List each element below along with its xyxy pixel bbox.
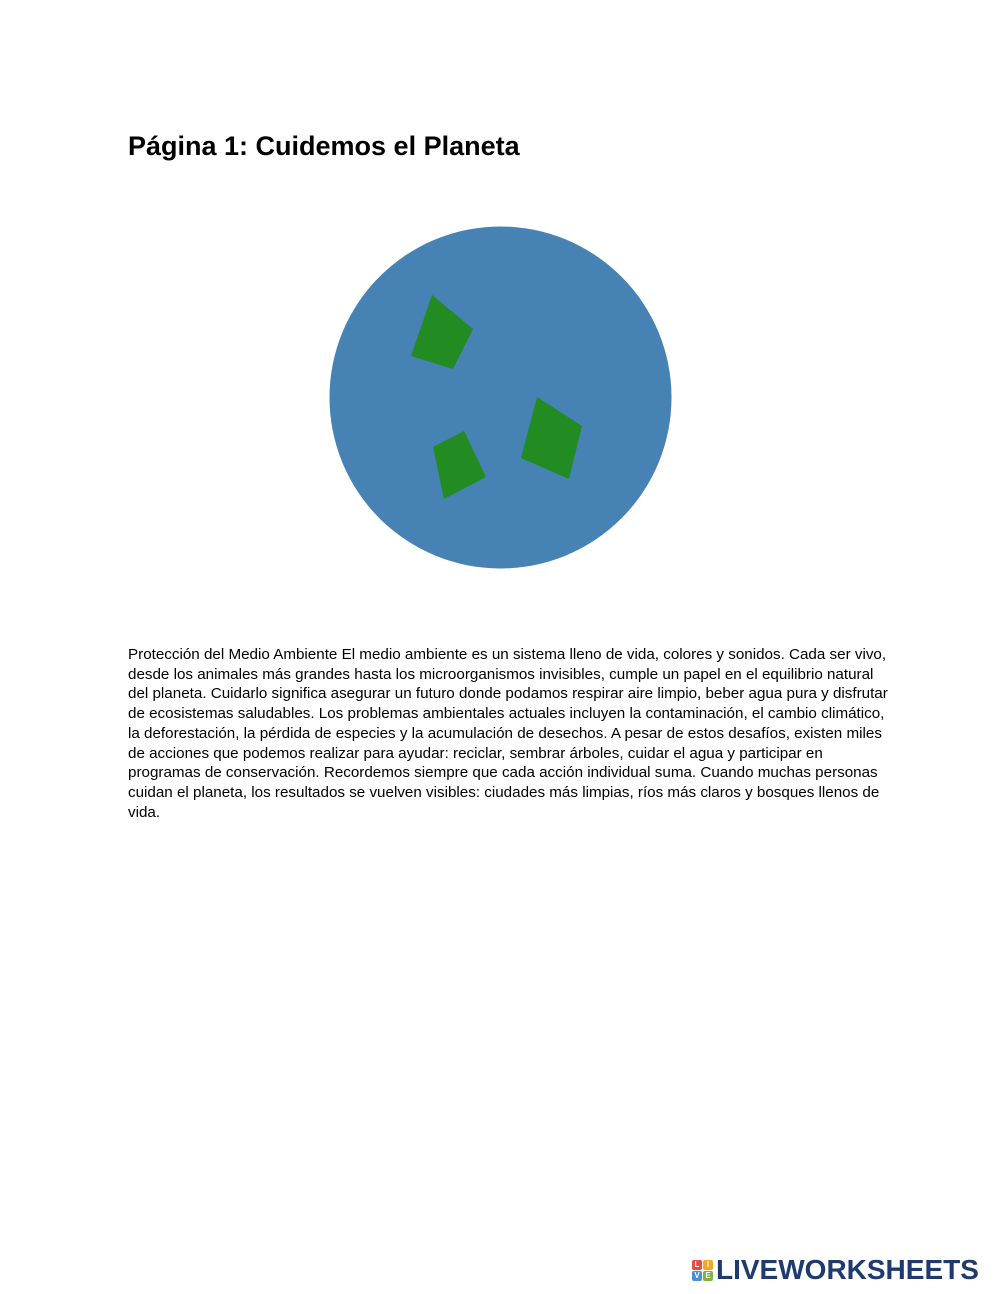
logo-wordmark: LIVEWORKSHEETS xyxy=(716,1254,979,1285)
logo-badge-icon xyxy=(692,1260,713,1281)
body-paragraph: Protección del Medio Ambiente El medio ambiente es un sistema lleno de vida, colores y sonidos. Cada ser vivo, desde los animales más grandes hasta los microorganismos invisibles, cumple un papel en el equilibrio natural del planeta. Cuidarlo significa asegurar un futuro donde podamos respirar aire limpio, beber agua pura y disfrutar de ecosistemas saludables. Los problemas ambientales actuales incluyen la contaminación, el cambio climático, la deforestación, la pérdida de especies y la acumulación de desechos. A pesar de estos desafíos, existen miles de acciones que podemos realizar para ayudar: reciclar, sembrar árboles, cuidar el agua y participar en programas de conservación. Recordemos siempre que cada acción individual suma. Cuando muchas personas cuidan el planeta, los resultados se vuelven visibles: ciudades más limpias, ríos más claros y bosques llenos de vida. xyxy=(128,646,888,821)
earth-illustration xyxy=(329,226,672,569)
logo-badge-letter: L xyxy=(692,1260,702,1270)
logo-badge-letter: I xyxy=(703,1260,713,1270)
liveworksheets-logo xyxy=(692,1256,979,1284)
planet-ocean xyxy=(330,227,672,569)
logo-badge-letter: E xyxy=(703,1271,713,1281)
logo-badge-letter: V xyxy=(692,1271,702,1281)
page-title: Página 1: Cuidemos el Planeta xyxy=(128,131,520,161)
